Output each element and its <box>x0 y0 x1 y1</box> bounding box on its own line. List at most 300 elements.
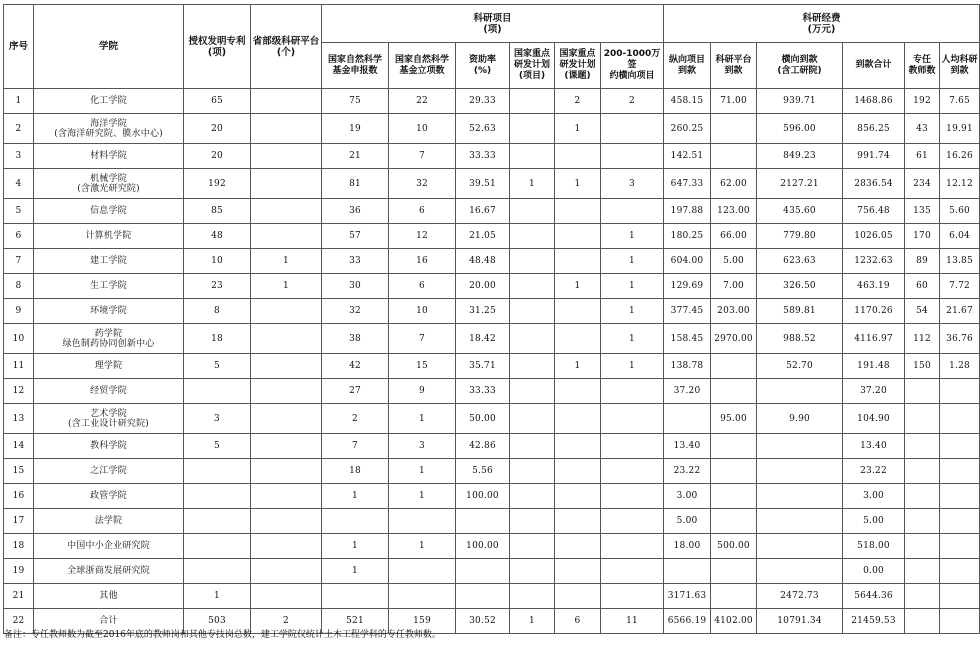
cell-nsf-approved: 6 <box>389 199 456 224</box>
cell-platform-funds: 123.00 <box>711 199 757 224</box>
cell-nsf-approved: 22 <box>389 89 456 114</box>
cell-platforms: 2 <box>251 609 322 634</box>
cell-rate: 33.33 <box>456 144 510 169</box>
cell-horizontal <box>601 584 664 609</box>
cell-horizontal: 1 <box>601 274 664 299</box>
cell-platform-funds <box>711 459 757 484</box>
cell-teachers: 89 <box>905 249 940 274</box>
cell-platform-funds: 71.00 <box>711 89 757 114</box>
college-name-line: 材料学院 <box>90 151 127 161</box>
cell-rate: 5.56 <box>456 459 510 484</box>
cell-vertical-funds: 23.22 <box>664 459 711 484</box>
cell-horizontal <box>601 199 664 224</box>
table-row <box>4 114 980 144</box>
cell-vertical-funds: 197.88 <box>664 199 711 224</box>
cell-teachers <box>905 584 940 609</box>
cell-nsf-apply <box>322 584 389 609</box>
cell-seq: 5 <box>4 199 34 224</box>
cell-per-capita: 12.12 <box>940 169 980 199</box>
cell-horizontal-funds: 779.80 <box>757 224 843 249</box>
cell-horizontal-funds <box>757 559 843 584</box>
college-name-line: 信息学院 <box>90 206 127 216</box>
cell-platform-funds <box>711 484 757 509</box>
college-name-line: 全球浙商发展研究院 <box>67 566 150 576</box>
cell-rate: 48.48 <box>456 249 510 274</box>
cell-horizontal <box>601 509 664 534</box>
cell-vertical-funds: 3.00 <box>664 484 711 509</box>
cell-nsf-approved: 10 <box>389 114 456 144</box>
cell-college <box>34 224 184 249</box>
cell-key-project <box>510 324 555 354</box>
cell-seq: 18 <box>4 534 34 559</box>
header-horizontal-projects: 200-1000万签 约横向项目 <box>601 43 664 89</box>
cell-platform-funds: 5.00 <box>711 249 757 274</box>
cell-nsf-apply: 75 <box>322 89 389 114</box>
cell-seq: 16 <box>4 484 34 509</box>
cell-key-topic <box>555 224 601 249</box>
cell-key-topic <box>555 434 601 459</box>
cell-key-topic <box>555 459 601 484</box>
header-college: 学院 <box>34 5 184 89</box>
cell-horizontal: 1 <box>601 299 664 324</box>
cell-nsf-apply: 81 <box>322 169 389 199</box>
footnote: 备注：专任教师数为截至2016年底的教师岗和其他专技岗总数，建工学院仅统计土木工程学科的专任教师数。 <box>4 630 441 640</box>
cell-teachers <box>905 534 940 559</box>
cell-nsf-apply: 32 <box>322 299 389 324</box>
cell-nsf-apply: 7 <box>322 434 389 459</box>
cell-key-project <box>510 434 555 459</box>
cell-nsf-approved: 3 <box>389 434 456 459</box>
cell-teachers <box>905 404 940 434</box>
cell-seq: 2 <box>4 114 34 144</box>
header-seq: 序号 <box>4 5 34 89</box>
cell-horizontal-funds <box>757 509 843 534</box>
cell-horizontal <box>601 114 664 144</box>
cell-patents <box>184 559 251 584</box>
cell-nsf-apply: 38 <box>322 324 389 354</box>
cell-key-project <box>510 224 555 249</box>
cell-vertical-funds: 142.51 <box>664 144 711 169</box>
table-row <box>4 199 980 224</box>
cell-platform-funds: 66.00 <box>711 224 757 249</box>
cell-platform-funds: 2970.00 <box>711 324 757 354</box>
cell-seq: 19 <box>4 559 34 584</box>
cell-nsf-apply: 1 <box>322 534 389 559</box>
college-name-line: 其他 <box>99 591 118 601</box>
cell-seq: 8 <box>4 274 34 299</box>
cell-vertical-funds: 37.20 <box>664 379 711 404</box>
cell-platform-funds <box>711 114 757 144</box>
college-name-line: 政管学院 <box>90 491 127 501</box>
cell-rate <box>456 584 510 609</box>
cell-patents <box>184 379 251 404</box>
cell-nsf-approved: 16 <box>389 249 456 274</box>
cell-horizontal <box>601 459 664 484</box>
cell-vertical-funds: 458.15 <box>664 89 711 114</box>
cell-key-project <box>510 299 555 324</box>
cell-teachers: 61 <box>905 144 940 169</box>
cell-key-topic <box>555 584 601 609</box>
cell-platforms <box>251 199 322 224</box>
cell-platforms: 1 <box>251 249 322 274</box>
cell-platforms <box>251 584 322 609</box>
cell-horizontal-funds: 939.71 <box>757 89 843 114</box>
cell-key-topic: 2 <box>555 89 601 114</box>
cell-college <box>34 509 184 534</box>
cell-horizontal-funds <box>757 434 843 459</box>
cell-per-capita <box>940 434 980 459</box>
college-name-line: 教科学院 <box>90 441 127 451</box>
cell-nsf-apply: 57 <box>322 224 389 249</box>
cell-key-topic <box>555 249 601 274</box>
cell-seq: 7 <box>4 249 34 274</box>
cell-horizontal: 2 <box>601 89 664 114</box>
cell-college <box>34 324 184 354</box>
header-platform-funds: 科研平台 到款 <box>711 43 757 89</box>
cell-nsf-approved: 1 <box>389 404 456 434</box>
cell-horizontal-funds <box>757 379 843 404</box>
table-row <box>4 89 980 114</box>
college-name-line: 生工学院 <box>90 281 127 291</box>
table-row <box>4 404 980 434</box>
college-name-line: 药学院 <box>94 328 123 339</box>
cell-rate <box>456 509 510 534</box>
cell-college <box>34 169 184 199</box>
cell-nsf-apply <box>322 509 389 534</box>
cell-vertical-funds: 3171.63 <box>664 584 711 609</box>
table-row <box>4 459 980 484</box>
cell-total: 1026.05 <box>843 224 905 249</box>
cell-platforms <box>251 379 322 404</box>
cell-platforms <box>251 484 322 509</box>
cell-seq: 1 <box>4 89 34 114</box>
college-name-line: (含海洋研究院、膜水中心) <box>54 128 163 139</box>
cell-horizontal <box>601 484 664 509</box>
cell-platform-funds <box>711 379 757 404</box>
cell-platform-funds: 7.00 <box>711 274 757 299</box>
cell-rate: 52.63 <box>456 114 510 144</box>
header-platforms: 省部级科研平台 (个) <box>251 5 322 89</box>
cell-total: 2836.54 <box>843 169 905 199</box>
header-projects-group: 科研项目 (项) <box>322 5 664 43</box>
cell-nsf-approved: 1 <box>389 459 456 484</box>
header-teachers: 专任 教师数 <box>905 43 940 89</box>
cell-patents: 192 <box>184 169 251 199</box>
cell-vertical-funds <box>664 559 711 584</box>
table-row <box>4 224 980 249</box>
cell-college <box>34 354 184 379</box>
cell-key-topic: 6 <box>555 609 601 634</box>
cell-platform-funds <box>711 144 757 169</box>
cell-key-topic: 1 <box>555 354 601 379</box>
cell-patents: 5 <box>184 354 251 379</box>
cell-platform-funds <box>711 434 757 459</box>
cell-vertical-funds: 5.00 <box>664 509 711 534</box>
cell-vertical-funds <box>664 404 711 434</box>
cell-horizontal-funds: 52.70 <box>757 354 843 379</box>
cell-vertical-funds: 129.69 <box>664 274 711 299</box>
cell-per-capita: 1.28 <box>940 354 980 379</box>
cell-vertical-funds: 13.40 <box>664 434 711 459</box>
college-name-line: 艺术学院 <box>90 408 127 419</box>
cell-total: 756.48 <box>843 199 905 224</box>
cell-vertical-funds: 647.33 <box>664 169 711 199</box>
cell-horizontal-funds: 435.60 <box>757 199 843 224</box>
cell-per-capita: 13.85 <box>940 249 980 274</box>
cell-vertical-funds: 158.45 <box>664 324 711 354</box>
cell-patents <box>184 534 251 559</box>
header-vertical-funds: 纵向项目 到款 <box>664 43 711 89</box>
cell-key-topic: 1 <box>555 274 601 299</box>
cell-total: 0.00 <box>843 559 905 584</box>
cell-seq: 15 <box>4 459 34 484</box>
table-row <box>4 324 980 354</box>
cell-rate: 100.00 <box>456 484 510 509</box>
table-row <box>4 434 980 459</box>
cell-key-project <box>510 274 555 299</box>
table-row <box>4 559 980 584</box>
cell-teachers <box>905 559 940 584</box>
cell-key-project <box>510 534 555 559</box>
cell-total: 5644.36 <box>843 584 905 609</box>
cell-per-capita: 6.04 <box>940 224 980 249</box>
header-funding-rate: 资助率 (%) <box>456 43 510 89</box>
cell-platforms <box>251 324 322 354</box>
table-row <box>4 354 980 379</box>
header-per-capita: 人均科研 到款 <box>940 43 980 89</box>
cell-nsf-approved: 12 <box>389 224 456 249</box>
cell-total: 23.22 <box>843 459 905 484</box>
cell-per-capita: 7.72 <box>940 274 980 299</box>
cell-college <box>34 299 184 324</box>
cell-vertical-funds: 6566.19 <box>664 609 711 634</box>
cell-horizontal <box>601 144 664 169</box>
cell-rate: 42.86 <box>456 434 510 459</box>
table-row <box>4 144 980 169</box>
college-name-line: 理学院 <box>94 361 123 371</box>
cell-teachers: 60 <box>905 274 940 299</box>
table-row <box>4 584 980 609</box>
cell-patents: 10 <box>184 249 251 274</box>
cell-nsf-approved <box>389 559 456 584</box>
cell-patents: 23 <box>184 274 251 299</box>
cell-key-project <box>510 404 555 434</box>
header-total-funds: 到款合计 <box>843 43 905 89</box>
cell-platform-funds <box>711 584 757 609</box>
header-nsf-apply: 国家自然科学 基金申报数 <box>322 43 389 89</box>
cell-key-project <box>510 509 555 534</box>
cell-seq: 13 <box>4 404 34 434</box>
cell-nsf-approved: 10 <box>389 299 456 324</box>
college-name-line: 经贸学院 <box>90 386 127 396</box>
cell-nsf-approved: 15 <box>389 354 456 379</box>
cell-platforms <box>251 114 322 144</box>
college-name-line: 建工学院 <box>90 256 127 266</box>
cell-horizontal-funds: 589.81 <box>757 299 843 324</box>
cell-per-capita <box>940 534 980 559</box>
cell-patents: 20 <box>184 144 251 169</box>
cell-nsf-approved: 32 <box>389 169 456 199</box>
cell-patents: 85 <box>184 199 251 224</box>
cell-platforms <box>251 89 322 114</box>
cell-key-topic <box>555 484 601 509</box>
cell-college <box>34 274 184 299</box>
cell-key-topic <box>555 144 601 169</box>
cell-college <box>34 534 184 559</box>
cell-rate: 35.71 <box>456 354 510 379</box>
cell-seq: 10 <box>4 324 34 354</box>
cell-per-capita <box>940 509 980 534</box>
cell-key-project <box>510 379 555 404</box>
cell-patents <box>184 459 251 484</box>
cell-nsf-approved: 1 <box>389 534 456 559</box>
cell-nsf-approved <box>389 584 456 609</box>
cell-total: 37.20 <box>843 379 905 404</box>
cell-college <box>34 459 184 484</box>
cell-per-capita: 19.91 <box>940 114 980 144</box>
cell-per-capita: 21.67 <box>940 299 980 324</box>
cell-college <box>34 114 184 144</box>
cell-teachers: 170 <box>905 224 940 249</box>
cell-horizontal: 3 <box>601 169 664 199</box>
cell-nsf-apply: 42 <box>322 354 389 379</box>
cell-teachers <box>905 459 940 484</box>
cell-horizontal-funds: 988.52 <box>757 324 843 354</box>
cell-total: 518.00 <box>843 534 905 559</box>
cell-seq: 21 <box>4 584 34 609</box>
cell-per-capita <box>940 404 980 434</box>
college-name-line: 法学院 <box>94 516 123 526</box>
cell-platform-funds: 95.00 <box>711 404 757 434</box>
cell-nsf-apply: 18 <box>322 459 389 484</box>
college-name-line: 之江学院 <box>90 466 127 476</box>
research-statistics-table <box>3 4 980 634</box>
cell-platforms <box>251 534 322 559</box>
cell-key-project <box>510 459 555 484</box>
cell-seq: 9 <box>4 299 34 324</box>
cell-horizontal: 11 <box>601 609 664 634</box>
cell-platforms <box>251 299 322 324</box>
cell-platforms <box>251 224 322 249</box>
cell-horizontal: 1 <box>601 224 664 249</box>
cell-rate: 33.33 <box>456 379 510 404</box>
cell-patents: 3 <box>184 404 251 434</box>
cell-key-topic <box>555 199 601 224</box>
cell-rate: 29.33 <box>456 89 510 114</box>
cell-total: 21459.53 <box>843 609 905 634</box>
cell-patents <box>184 509 251 534</box>
cell-patents: 8 <box>184 299 251 324</box>
cell-key-topic: 1 <box>555 114 601 144</box>
cell-college <box>34 249 184 274</box>
cell-key-project <box>510 249 555 274</box>
college-name-line: 计算机学院 <box>85 231 132 241</box>
cell-horizontal-funds <box>757 459 843 484</box>
cell-total: 3.00 <box>843 484 905 509</box>
cell-horizontal-funds: 10791.34 <box>757 609 843 634</box>
college-name-line: 海洋学院 <box>90 118 127 129</box>
cell-seq: 6 <box>4 224 34 249</box>
cell-horizontal-funds: 623.63 <box>757 249 843 274</box>
cell-rate: 100.00 <box>456 534 510 559</box>
cell-vertical-funds: 377.45 <box>664 299 711 324</box>
cell-patents: 5 <box>184 434 251 459</box>
cell-total: 1468.86 <box>843 89 905 114</box>
cell-rate: 31.25 <box>456 299 510 324</box>
table-row <box>4 509 980 534</box>
cell-key-topic: 1 <box>555 169 601 199</box>
cell-nsf-approved: 6 <box>389 274 456 299</box>
cell-platform-funds: 500.00 <box>711 534 757 559</box>
cell-per-capita: 5.60 <box>940 199 980 224</box>
cell-per-capita <box>940 459 980 484</box>
table-row <box>4 169 980 199</box>
cell-rate: 30.52 <box>456 609 510 634</box>
cell-college <box>34 559 184 584</box>
table-row <box>4 274 980 299</box>
cell-platform-funds: 203.00 <box>711 299 757 324</box>
college-name-line: 绿色制药协同创新中心 <box>62 338 155 349</box>
cell-nsf-approved: 1 <box>389 484 456 509</box>
cell-platforms <box>251 509 322 534</box>
cell-seq: 14 <box>4 434 34 459</box>
college-name-line: 机械学院 <box>90 173 127 184</box>
cell-platforms: 1 <box>251 274 322 299</box>
cell-per-capita <box>940 584 980 609</box>
cell-key-topic <box>555 404 601 434</box>
cell-key-project <box>510 199 555 224</box>
cell-seq: 4 <box>4 169 34 199</box>
table-row <box>4 484 980 509</box>
cell-rate: 50.00 <box>456 404 510 434</box>
cell-teachers: 234 <box>905 169 940 199</box>
cell-per-capita: 16.26 <box>940 144 980 169</box>
college-name-line: 合计 <box>99 616 118 626</box>
cell-platforms <box>251 144 322 169</box>
cell-vertical-funds: 260.25 <box>664 114 711 144</box>
cell-teachers: 150 <box>905 354 940 379</box>
cell-patents: 18 <box>184 324 251 354</box>
cell-platforms <box>251 434 322 459</box>
cell-vertical-funds: 604.00 <box>664 249 711 274</box>
header-key-topic: 国家重点 研发计划 (课题) <box>555 43 601 89</box>
cell-platform-funds: 62.00 <box>711 169 757 199</box>
cell-key-project: 1 <box>510 169 555 199</box>
cell-horizontal: 1 <box>601 324 664 354</box>
cell-nsf-apply: 19 <box>322 114 389 144</box>
table-row <box>4 249 980 274</box>
cell-platforms <box>251 354 322 379</box>
cell-rate: 21.05 <box>456 224 510 249</box>
cell-horizontal <box>601 404 664 434</box>
header-nsf-approved: 国家自然科学 基金立项数 <box>389 43 456 89</box>
cell-key-project: 1 <box>510 609 555 634</box>
cell-rate: 39.51 <box>456 169 510 199</box>
cell-horizontal-funds: 9.90 <box>757 404 843 434</box>
cell-nsf-approved: 7 <box>389 144 456 169</box>
cell-platforms <box>251 404 322 434</box>
cell-nsf-approved: 9 <box>389 379 456 404</box>
cell-nsf-apply: 21 <box>322 144 389 169</box>
cell-horizontal-funds: 596.00 <box>757 114 843 144</box>
cell-horizontal-funds: 2472.73 <box>757 584 843 609</box>
cell-patents: 20 <box>184 114 251 144</box>
cell-nsf-apply: 2 <box>322 404 389 434</box>
cell-teachers: 112 <box>905 324 940 354</box>
college-name-line: 环境学院 <box>90 306 127 316</box>
cell-teachers <box>905 434 940 459</box>
cell-rate: 16.67 <box>456 199 510 224</box>
